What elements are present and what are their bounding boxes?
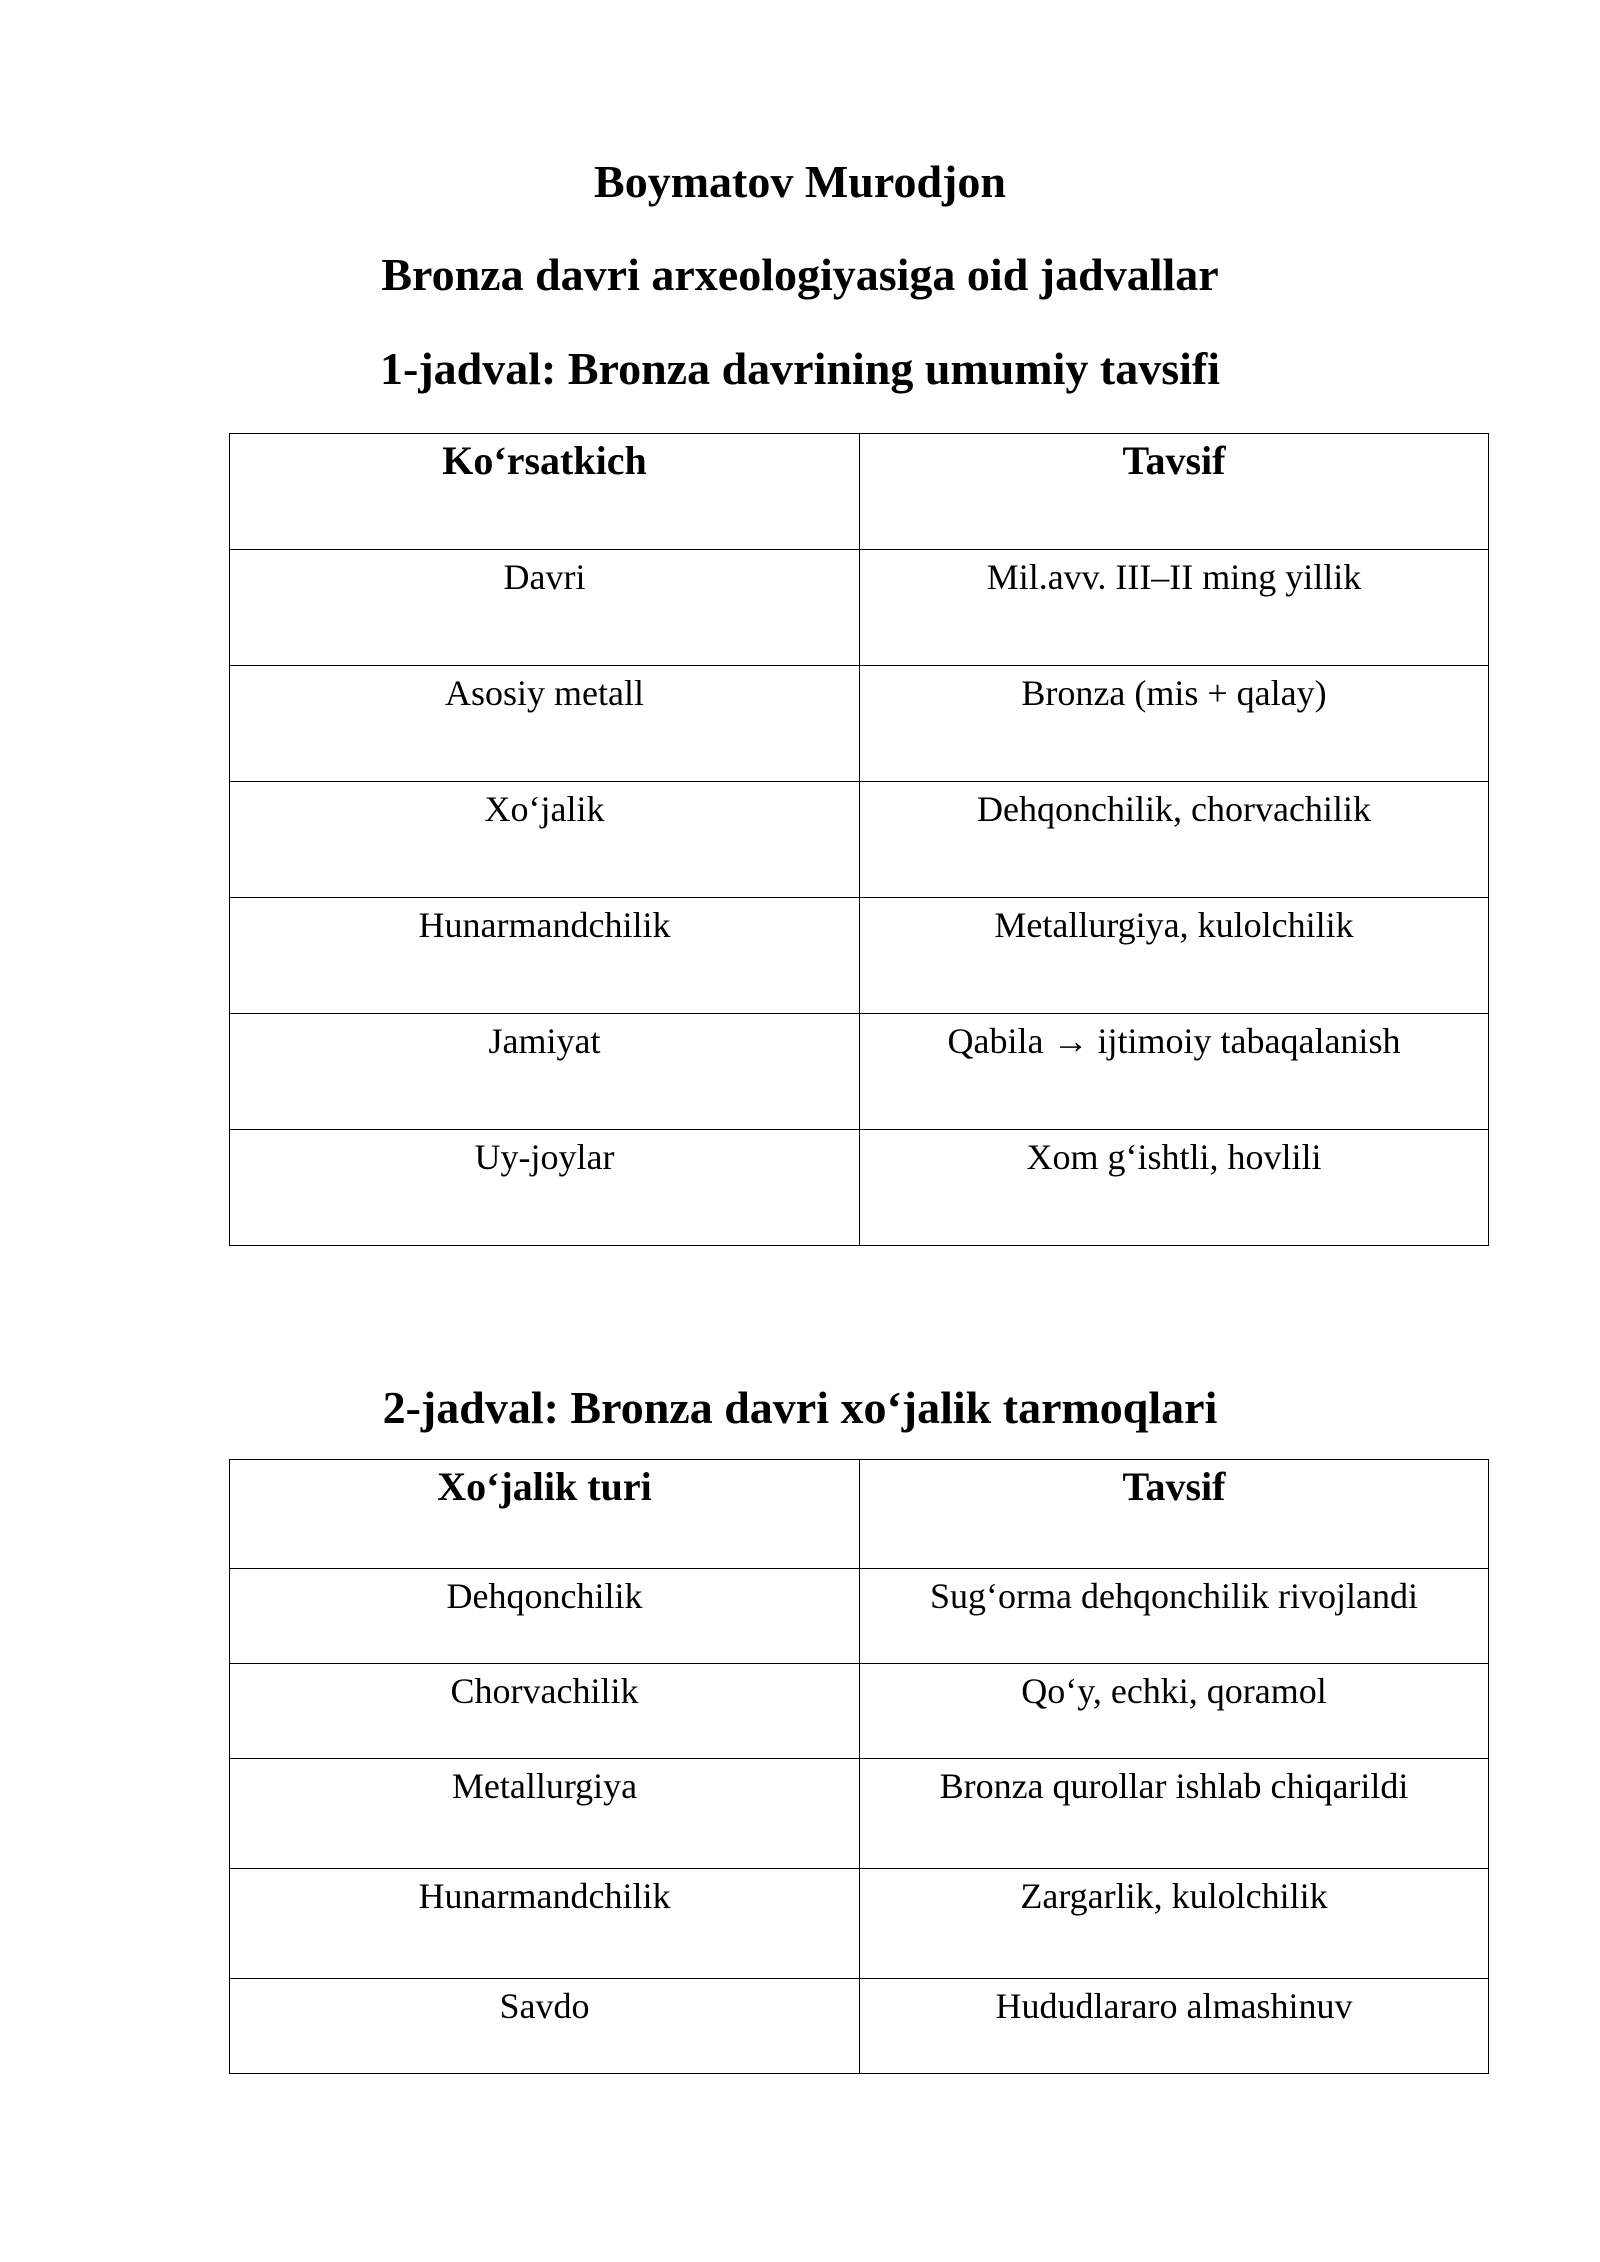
- table-cell: Asosiy metall: [230, 666, 860, 782]
- table-cell: Davri: [230, 550, 860, 666]
- table-cell: Qabila → ijtimoiy tabaqalanish: [860, 1014, 1489, 1130]
- table-cell: Hududlararo almashinuv: [860, 1979, 1489, 2074]
- table-cell: Dehqonchilik: [230, 1569, 860, 1664]
- table-header-cell: Ko‘rsatkich: [230, 434, 860, 550]
- table-cell: Xo‘jalik: [230, 782, 860, 898]
- table2-title: 2-jadval: Bronza davri xo‘jalik tarmoqlari: [382, 1382, 1218, 1433]
- table2: [229, 1459, 1489, 2074]
- table-cell: Uy-joylar: [230, 1130, 860, 1246]
- table-header-row: [230, 434, 1489, 550]
- table-header-cell: Tavsif: [860, 1460, 1489, 1569]
- table-row: [230, 1759, 1489, 1869]
- table1: [229, 433, 1489, 1246]
- table-row: [230, 1664, 1489, 1759]
- table-row: [230, 1979, 1489, 2074]
- table-cell: Metallurgiya: [230, 1759, 860, 1869]
- table-cell: Sug‘orma dehqonchilik rivojlandi: [860, 1569, 1489, 1664]
- table-cell: Metallurgiya, kulolchilik: [860, 898, 1489, 1014]
- table-cell: Jamiyat: [230, 1014, 860, 1130]
- table-row: [230, 1130, 1489, 1246]
- table-header-cell: Tavsif: [860, 434, 1489, 550]
- document-title: Bronza davri arxeologiyasiga oid jadvallar: [381, 249, 1219, 300]
- table-cell: Bronza qurollar ishlab chiqarildi: [860, 1759, 1489, 1869]
- table-cell: Savdo: [230, 1979, 860, 2074]
- table-cell: Xom g‘ishtli, hovlili: [860, 1130, 1489, 1246]
- table-row: [230, 1869, 1489, 1979]
- table-row: [230, 1569, 1489, 1664]
- table-cell: Zargarlik, kulolchilik: [860, 1869, 1489, 1979]
- table-cell: Chorvachilik: [230, 1664, 860, 1759]
- table-cell: Mil.avv. III–II ming yillik: [860, 550, 1489, 666]
- table-header-cell: Xo‘jalik turi: [230, 1460, 860, 1569]
- table-cell: Dehqonchilik, chorvachilik: [860, 782, 1489, 898]
- table-row: [230, 1014, 1489, 1130]
- table-row: [230, 898, 1489, 1014]
- table-cell: Qo‘y, echki, qoramol: [860, 1664, 1489, 1759]
- table-cell: Bronza (mis + qalay): [860, 666, 1489, 782]
- table-cell: Hunarmandchilik: [230, 1869, 860, 1979]
- table-cell: Hunarmandchilik: [230, 898, 860, 1014]
- table1-title: 1-jadval: Bronza davrining umumiy tavsifi: [380, 343, 1220, 394]
- author-name: Boymatov Murodjon: [594, 156, 1006, 207]
- table-row: [230, 550, 1489, 666]
- table-row: [230, 782, 1489, 898]
- table-header-row: [230, 1460, 1489, 1569]
- table-row: [230, 666, 1489, 782]
